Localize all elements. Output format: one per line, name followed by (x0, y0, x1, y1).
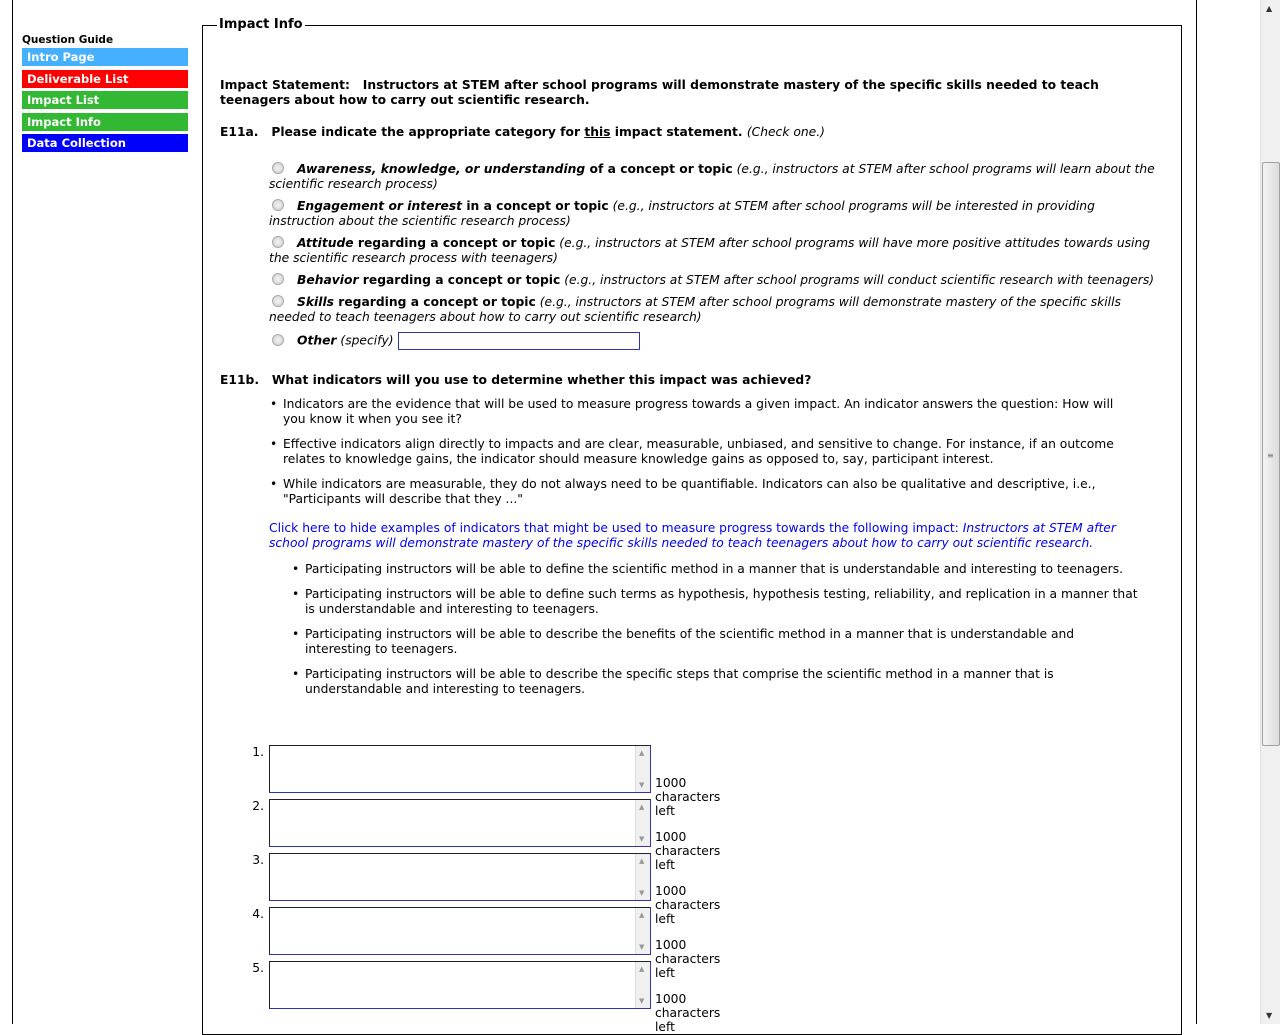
option-example: (e.g., instructors at STEM after school programs will conduct scientific research with teenagers) (560, 273, 1155, 287)
list-item: • While indicators are measurable, they do not always need to be quantifiable. Indicators can also be qualitative and descriptive, i.e., "Participants will describe that they ..." (269, 477, 1135, 507)
question-guide (22, 34, 188, 156)
nav-data-collection[interactable]: Data Collection (22, 134, 188, 152)
characters-left: 1000 characters left (655, 830, 721, 872)
textarea-scrollbar[interactable] (635, 800, 650, 846)
scroll-up-icon[interactable]: ▲ (639, 911, 645, 919)
fieldset-legend: Impact Info (219, 17, 303, 32)
impact-statement-label: Impact Statement: (220, 78, 350, 92)
indicator-examples-list (291, 562, 1140, 697)
scroll-down-icon[interactable]: ▼ (639, 889, 645, 897)
list-item: • Participating instructors will be able to define such terms as hypothesis, hypothesis testing, reliability, and replication in a manner that is understandable and interesting to teenagers. (291, 587, 1140, 617)
row-number: 1. (252, 745, 264, 759)
characters-left: 1000 characters left (655, 776, 721, 818)
scrollbar-thumb[interactable] (1262, 162, 1280, 746)
scroll-up-icon[interactable]: ▲ (639, 965, 645, 973)
impact-statement-text: Instructors at STEM after school programs will demonstrate mastery of the specific skills needed to teach teenagers about how to carry out scientific research. (220, 78, 1099, 107)
option-label: Skills (297, 295, 334, 309)
textarea-scrollbar[interactable] (635, 908, 650, 954)
list-item: • Participating instructors will be able to define the scientific method in a manner that is understandable and interesting to teenagers. (291, 562, 1140, 577)
row-number: 3. (252, 853, 264, 867)
radio-button[interactable] (272, 199, 284, 211)
page-border-right (1196, 0, 1197, 1024)
question-emphasis: this (584, 125, 611, 139)
option-example: (e.g., instructors at STEM after school programs will have more positive attitudes towards using the scientific research process with teenagers) (269, 236, 1151, 265)
option-label-rest: in a concept or topic (462, 199, 609, 213)
textarea-scrollbar[interactable] (635, 962, 650, 1008)
question-guide-title: Question Guide (22, 34, 114, 46)
indicator-textarea[interactable] (269, 907, 651, 955)
nav-impact-list[interactable]: Impact List (22, 91, 188, 109)
radio-option-skills[interactable] (269, 295, 1155, 325)
option-label-rest: regarding a concept or topic (358, 273, 561, 287)
list-item: • Effective indicators align directly to impacts and are clear, measurable, unbiased, and sensitive to change. For instance, if an outcome relates to knowledge gains, the indicator should measure knowledge gains as opposed to, say, participant interest. (269, 437, 1135, 467)
question-text: Please indicate the appropriate category for (271, 125, 585, 139)
option-label: Attitude (297, 236, 354, 250)
link-impact-text[interactable]: Instructors at STEM after school programs will demonstrate mastery of the specific skills needed to teach teenagers about how to carry out scientific research. (269, 521, 1116, 550)
question-text: What indicators will you use to determine whether this impact was achieved? (271, 373, 812, 387)
page-scrollbar[interactable] (1260, 0, 1280, 1024)
row-number: 4. (252, 907, 264, 921)
scroll-down-icon[interactable]: ▼ (1266, 1011, 1273, 1020)
textarea-scrollbar[interactable] (635, 746, 650, 792)
question-e11a (220, 125, 1155, 140)
textarea-scrollbar[interactable] (635, 854, 650, 900)
nav-deliverable-list[interactable]: Deliverable List (22, 70, 188, 88)
question-number: E11a. (220, 125, 259, 139)
page-border-left (12, 0, 13, 1024)
scroll-down-icon[interactable]: ▼ (639, 943, 645, 951)
scroll-down-icon[interactable]: ▼ (639, 997, 645, 1005)
indicator-guidance-list (269, 397, 1135, 507)
characters-left: 1000 characters left (655, 884, 721, 926)
option-label-rest: of a concept or topic (585, 162, 733, 176)
option-label-rest: regarding a concept or topic (353, 236, 556, 250)
radio-option-behavior[interactable] (269, 273, 1155, 288)
scroll-down-icon[interactable]: ▼ (639, 781, 645, 789)
list-item: • Participating instructors will be able to describe the benefits of the scientific method in a manner that is understandable and interesting to teenagers. (291, 627, 1140, 657)
scroll-up-icon[interactable]: ▲ (639, 749, 645, 757)
scroll-up-icon[interactable]: ▲ (1266, 4, 1273, 13)
radio-button[interactable] (272, 334, 284, 346)
option-example: (specify) (336, 333, 394, 348)
option-example: (e.g., instructors at STEM after school programs will learn about the scientific research process) (269, 162, 1155, 191)
question-e11b (220, 373, 1155, 388)
nav-impact-info[interactable]: Impact Info (22, 113, 188, 131)
option-label-rest: regarding a concept or topic (334, 295, 536, 309)
question-number: E11b. (220, 373, 259, 387)
link-text[interactable]: Click here to hide examples of indicators that might be used to measure progress towards the following impact: (269, 521, 963, 535)
option-label: Engagement or interest (297, 199, 463, 213)
indicator-textarea[interactable] (269, 745, 651, 793)
question-text-end: impact statement. (610, 125, 743, 139)
row-number: 5. (252, 961, 264, 975)
radio-button[interactable] (272, 273, 284, 285)
option-label: Behavior (297, 273, 359, 287)
radio-option-engagement[interactable] (269, 199, 1155, 229)
scroll-up-icon[interactable]: ▲ (639, 857, 645, 865)
option-label: Awareness, knowledge, or understanding (297, 162, 586, 176)
radio-option-attitude[interactable] (269, 236, 1155, 266)
indicator-textarea[interactable] (269, 853, 651, 901)
radio-button[interactable] (272, 295, 284, 307)
impact-statement (220, 78, 1155, 108)
scroll-up-icon[interactable]: ▲ (639, 803, 645, 811)
other-specify-input[interactable] (398, 332, 640, 350)
characters-left: 1000 characters left (655, 938, 721, 980)
nav-intro-page[interactable]: Intro Page (22, 48, 188, 66)
question-note: (Check one.) (746, 125, 825, 139)
grip-icon: ≡ (1267, 451, 1274, 460)
radio-button[interactable] (272, 236, 284, 248)
list-item: • Participating instructors will be able to describe the specific steps that comprise the scientific method in a manner that is understandable and interesting to teenagers. (291, 667, 1140, 697)
scroll-down-icon[interactable]: ▼ (639, 835, 645, 843)
impact-info-content (220, 78, 1155, 707)
indicator-textarea[interactable] (269, 799, 651, 847)
option-example: (e.g., instructors at STEM after school programs will demonstrate mastery of the specific skills needed to teach teenagers about how to carry out scientific research) (269, 295, 1121, 324)
radio-option-other[interactable] (269, 332, 1155, 350)
characters-left: 1000 characters left (655, 992, 721, 1034)
option-example: (e.g., instructors at STEM after school programs will be interested in providing instruction about the scientific research process) (269, 199, 1095, 228)
option-label: Other (297, 333, 337, 348)
radio-button[interactable] (272, 162, 284, 174)
category-radio-group (269, 162, 1155, 350)
row-number: 2. (252, 799, 264, 813)
toggle-examples-link[interactable] (269, 521, 1155, 551)
list-item: • Indicators are the evidence that will be used to measure progress towards a given impact. An indicator answers the question: How will you know it when you see it? (269, 397, 1135, 427)
radio-option-awareness[interactable] (269, 162, 1155, 192)
indicator-textarea[interactable] (269, 961, 651, 1009)
